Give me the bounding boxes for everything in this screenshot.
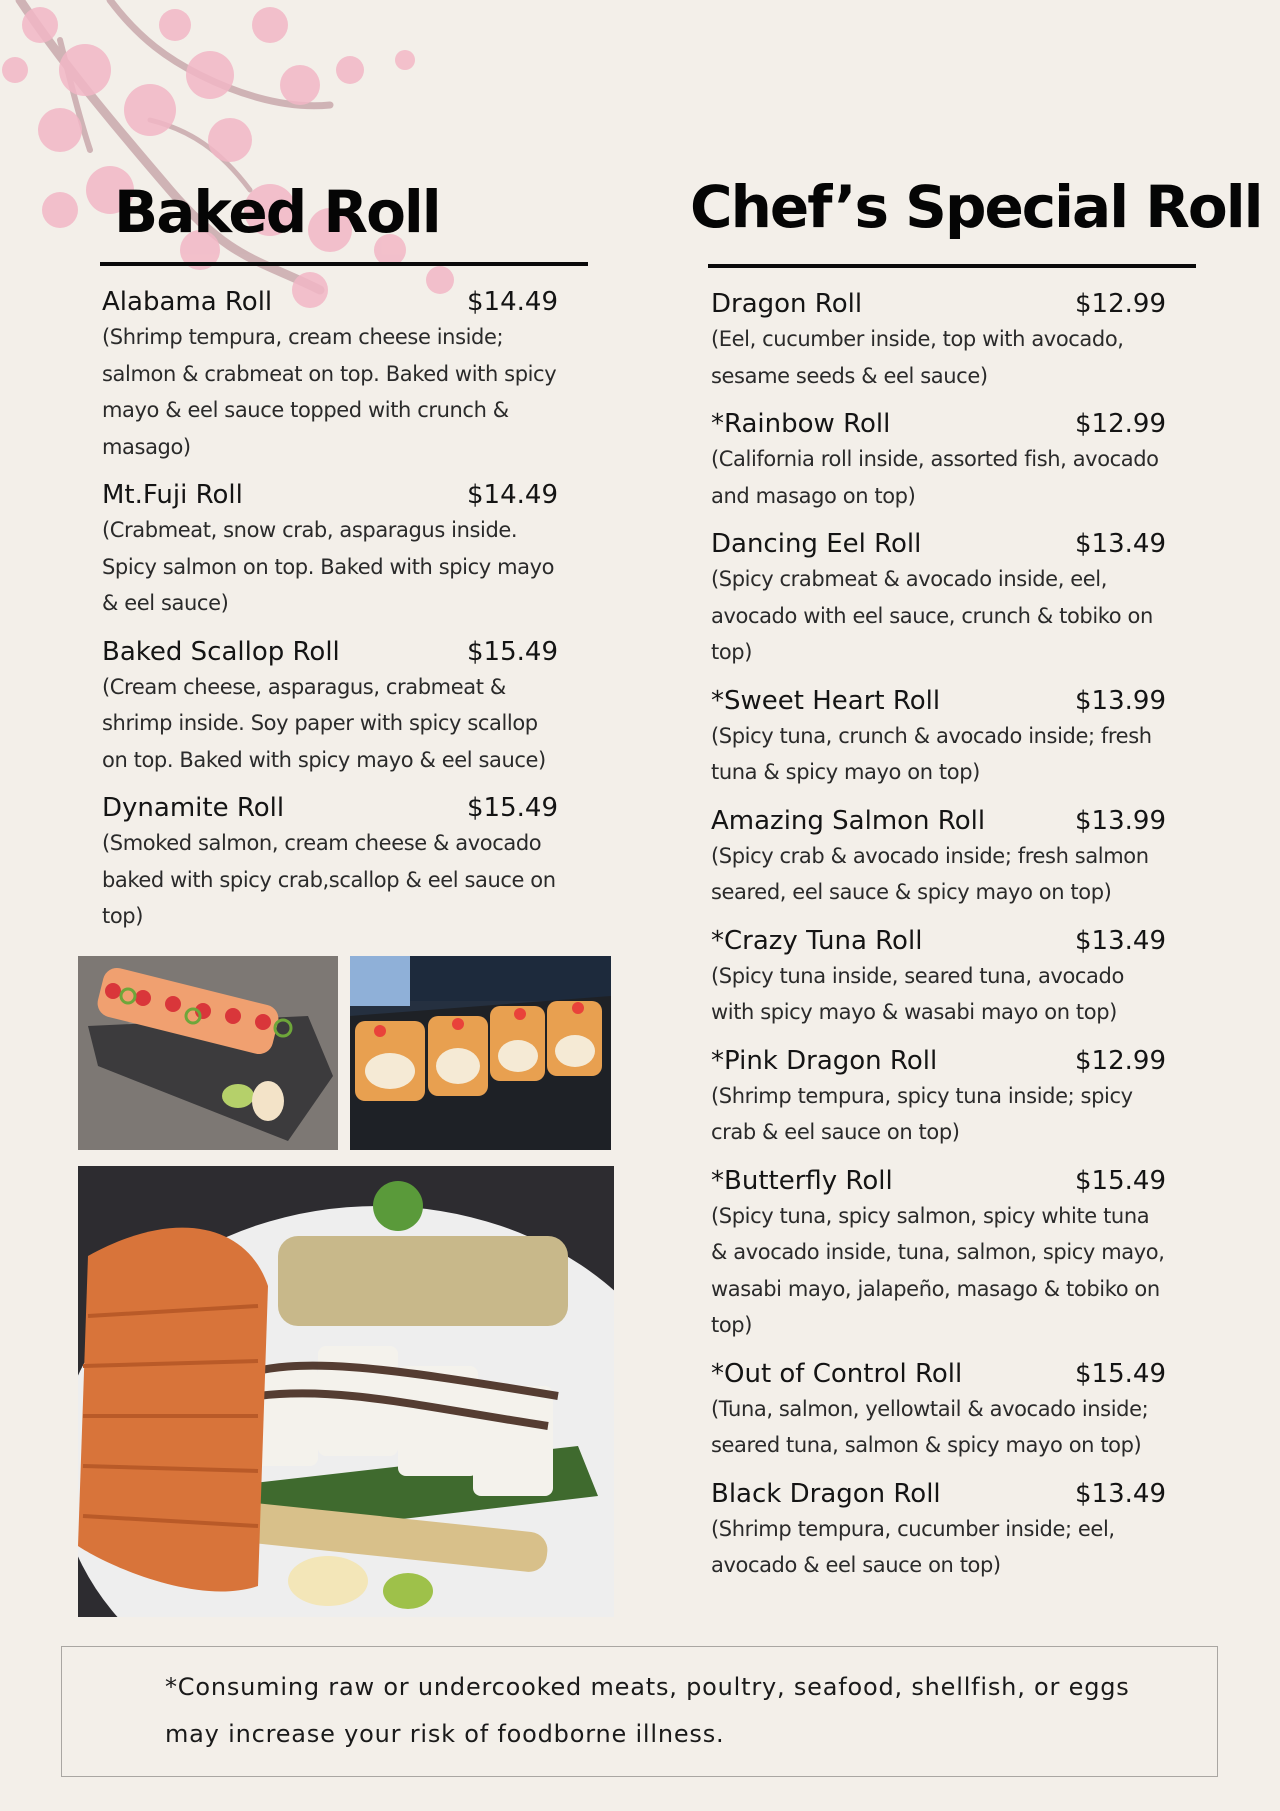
item-price: $12.99 xyxy=(1075,409,1166,439)
item-description: (Spicy tuna, crunch & avocado inside; fresh tuna & spicy mayo on top) xyxy=(711,723,1152,784)
item-price: $15.49 xyxy=(467,636,558,667)
item-price: $12.99 xyxy=(1075,1045,1166,1076)
item-price: $14.49 xyxy=(467,287,558,317)
warning-line-1: *Consuming raw or undercooked meats, poultry, seafood, shellfish, or eggs xyxy=(165,1673,1130,1701)
raw-food-warning xyxy=(61,1646,1218,1777)
item-name: *Rainbow Roll xyxy=(711,409,891,439)
menu-item xyxy=(102,635,558,779)
item-price: $13.99 xyxy=(1075,805,1166,836)
menu-item xyxy=(711,407,1166,514)
menu-item xyxy=(711,1044,1166,1151)
item-price: $15.49 xyxy=(467,793,558,823)
item-description: (Spicy tuna inside, seared tuna, avocado with spicy mayo & wasabi mayo on top) xyxy=(711,963,1124,1024)
item-name: *Sweet Heart Roll xyxy=(711,685,941,716)
sushi-photo-2 xyxy=(350,956,611,1150)
item-description: (Crabmeat, snow crab, asparagus inside. Spicy salmon on top. Baked with spicy mayo & eel sauce) xyxy=(102,518,555,615)
item-description: (Smoked salmon, cream cheese & avocado baked with spicy crab,scallop & eel sauce on top) xyxy=(102,831,556,928)
menu-item xyxy=(102,791,558,935)
item-description: (Shrimp tempura, cream cheese inside; salmon & crabmeat on top. Baked with spicy mayo & eel sauce topped with crunch & masago) xyxy=(102,325,557,459)
menu-item xyxy=(711,287,1166,394)
item-price: $14.49 xyxy=(467,480,558,510)
item-price: $13.99 xyxy=(1075,685,1166,716)
item-description: (Spicy crab & avocado inside; fresh salmon seared, eel sauce & spicy mayo on top) xyxy=(711,843,1149,904)
baked-roll-divider xyxy=(100,262,588,266)
menu-item xyxy=(711,924,1166,1031)
chefs-special-roll-title: Chef’s Special Roll xyxy=(690,173,1262,241)
item-price: $15.49 xyxy=(1075,1165,1166,1196)
item-description: (Cream cheese, asparagus, crabmeat & shrimp inside. Soy paper with spicy scallop on top. Baked with spicy mayo & eel sauce) xyxy=(102,674,546,772)
item-name: Mt.Fuji Roll xyxy=(102,480,243,510)
item-price: $13.49 xyxy=(1075,925,1166,956)
item-description: (Spicy tuna, spicy salmon, spicy white tuna & avocado inside, tuna, salmon, spicy mayo, wasabi mayo, jalapeño, masago & tobiko on top) xyxy=(711,1203,1165,1337)
lobster-roll-photo xyxy=(78,1166,614,1617)
menu-item xyxy=(102,478,558,622)
item-description: (Eel, cucumber inside, top with avocado, sesame seeds & eel sauce) xyxy=(711,327,1124,388)
menu-item xyxy=(711,527,1166,671)
menu-item xyxy=(711,804,1166,911)
item-name: *Out of Control Roll xyxy=(711,1358,963,1389)
chefs-special-divider xyxy=(708,264,1196,268)
warning-line-2: may increase your risk of foodborne illness. xyxy=(165,1720,725,1748)
item-price: $12.99 xyxy=(1075,289,1166,319)
item-description: (Spicy crabmeat & avocado inside, eel, avocado with eel sauce, crunch & tobiko on top) xyxy=(711,567,1153,664)
chefs-special-roll-list xyxy=(711,287,1166,1597)
cherry-blossom-icon xyxy=(0,0,520,330)
item-description: (Shrimp tempura, spicy tuna inside; spicy crab & eel sauce on top) xyxy=(711,1083,1133,1144)
item-name: *Butterfly Roll xyxy=(711,1165,893,1196)
item-name: Amazing Salmon Roll xyxy=(711,805,986,836)
item-price: $15.49 xyxy=(1075,1358,1166,1389)
item-description: (Shrimp tempura, cucumber inside; eel, avocado & eel sauce on top) xyxy=(711,1516,1115,1577)
item-name: *Pink Dragon Roll xyxy=(711,1045,938,1076)
item-name: Dancing Eel Roll xyxy=(711,529,922,559)
item-description: (Tuna, salmon, yellowtail & avocado inside; seared tuna, salmon & spicy mayo on top) xyxy=(711,1396,1149,1457)
item-name: Alabama Roll xyxy=(102,287,273,317)
item-name: Black Dragon Roll xyxy=(711,1478,941,1509)
baked-roll-title: Baked Roll xyxy=(114,178,440,246)
item-description: (California roll inside, assorted fish, avocado and masago on top) xyxy=(711,447,1159,508)
menu-item xyxy=(711,1164,1166,1344)
menu-item xyxy=(711,1477,1166,1584)
item-name: *Crazy Tuna Roll xyxy=(711,925,923,956)
menu-item xyxy=(711,684,1166,791)
item-price: $13.49 xyxy=(1075,1478,1166,1509)
item-price: $13.49 xyxy=(1075,529,1166,559)
item-name: Dynamite Roll xyxy=(102,793,285,823)
baked-roll-list xyxy=(102,285,558,948)
menu-item xyxy=(102,285,558,465)
menu-item xyxy=(711,1357,1166,1464)
sushi-photo-1 xyxy=(78,956,338,1150)
item-name: Dragon Roll xyxy=(711,289,863,319)
item-name: Baked Scallop Roll xyxy=(102,636,340,667)
